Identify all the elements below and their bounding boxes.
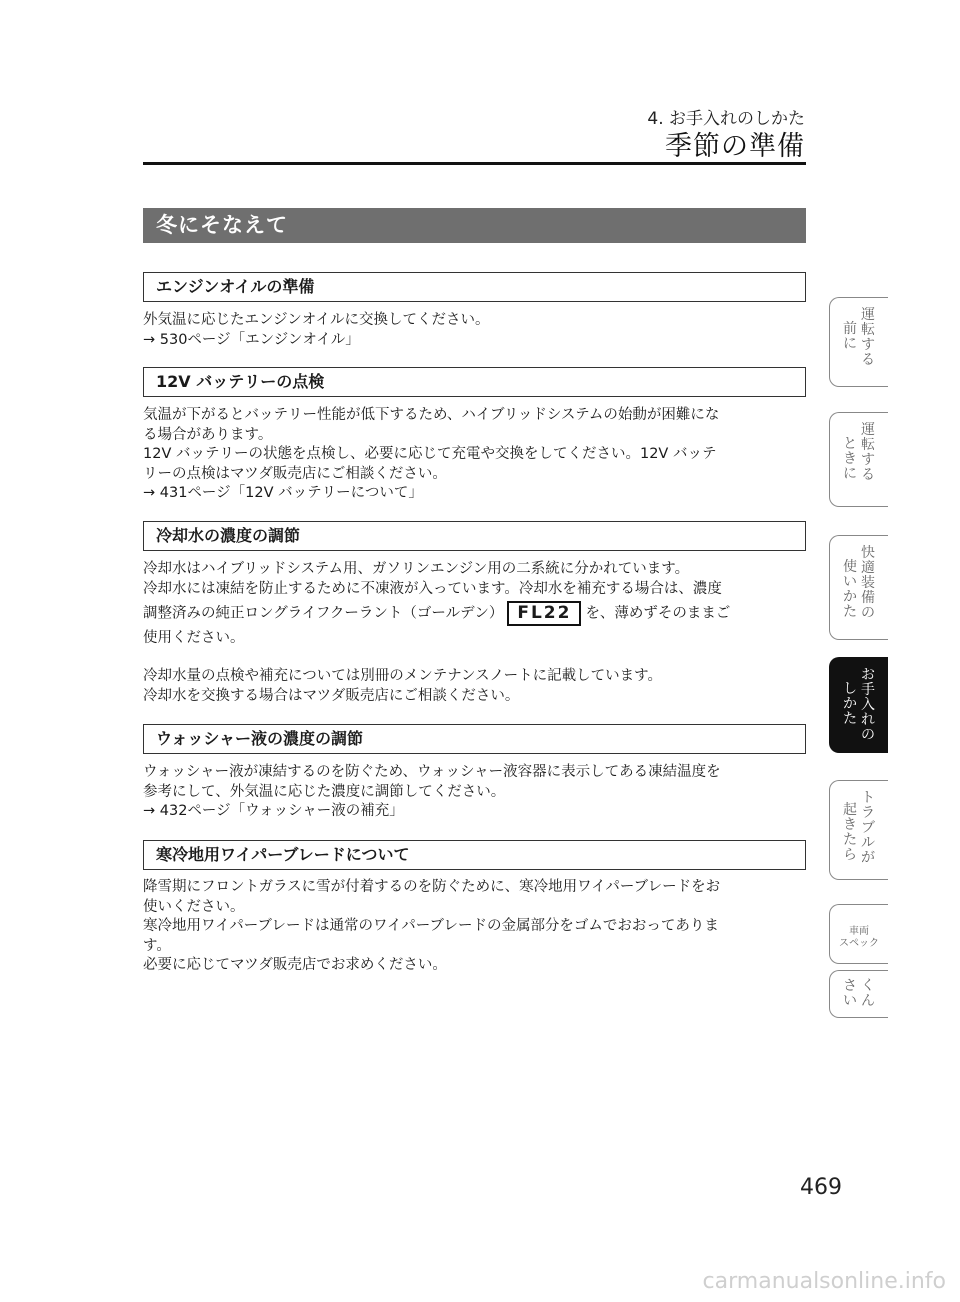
tab-char: る bbox=[861, 467, 875, 483]
text-line: 参考にして、外気温に応じた濃度に調節してください。 bbox=[143, 783, 506, 800]
tab-char: す bbox=[861, 452, 875, 468]
coolant-code-badge: FL22 bbox=[507, 601, 581, 626]
text-line: 冷却水を交換する場合はマツダ販売店にご相談ください。 bbox=[143, 687, 520, 704]
tab-char: お bbox=[861, 667, 875, 683]
tab-char: 備 bbox=[861, 590, 875, 606]
page-reference: → 431ページ「12V バッテリーについて」 bbox=[143, 485, 423, 501]
chapter-label: 4. お手入れのしかた bbox=[647, 109, 805, 129]
sidebar-tab-while-driving[interactable] bbox=[829, 412, 888, 507]
text-line: 使用ください。 bbox=[143, 629, 245, 646]
tab-char: の bbox=[861, 727, 875, 743]
tab-char: 運 bbox=[861, 307, 875, 323]
washer-text bbox=[143, 763, 807, 822]
subsection-heading-wiper: 寒冷地用ワイパーブレードについて bbox=[143, 840, 806, 870]
tab-char: た bbox=[843, 832, 857, 848]
tab-char: か bbox=[843, 696, 857, 712]
tab-col bbox=[860, 791, 876, 879]
tab-char: ん bbox=[861, 993, 875, 1009]
tab-label: スペック bbox=[839, 938, 879, 949]
text-line: ウォッシャー液が凍結するのを防ぐため、ウォッシャー液容器に表示してある凍結温度を bbox=[143, 764, 721, 780]
tab-char: 手 bbox=[861, 682, 875, 698]
tab-char: 前 bbox=[843, 321, 857, 337]
sidebar-tab-before-driving[interactable] bbox=[829, 297, 888, 387]
text-segment: 調整済みの純正ロングライフクーラント（ゴールデン） bbox=[143, 605, 504, 622]
tab-char: に bbox=[843, 466, 857, 482]
tab-char: き bbox=[843, 817, 857, 833]
text-line: る場合があります。 bbox=[143, 426, 273, 443]
text-line: 寒冷地用ワイパーブレードは通常のワイパーブレードの金属部分をゴムでおおってありま bbox=[143, 918, 719, 934]
tab-char: る bbox=[861, 352, 875, 368]
text-line: 降雪期にフロントガラスに雪が付着するのを防ぐために、寒冷地用ワイパーブレードをお bbox=[143, 879, 721, 895]
tab-col bbox=[842, 546, 858, 639]
tab-char: た bbox=[843, 604, 857, 620]
tab-char: き bbox=[843, 451, 857, 467]
tab-char: 適 bbox=[861, 560, 875, 576]
tab-char: ラ bbox=[861, 805, 875, 821]
tab-char: に bbox=[843, 336, 857, 352]
tab-col bbox=[842, 668, 858, 752]
coolant-text bbox=[143, 560, 807, 706]
tab-label: 車両 bbox=[849, 926, 869, 937]
tab-col bbox=[860, 308, 876, 386]
tab-col bbox=[842, 308, 858, 386]
page-reference: → 530ページ「エンジンオイル」 bbox=[143, 331, 360, 348]
text-line: 使いください。 bbox=[143, 898, 245, 915]
tab-char: れ bbox=[861, 712, 875, 728]
tab-col bbox=[842, 791, 858, 879]
header-rule bbox=[143, 162, 806, 165]
page-reference: → 432ページ「ウォッシャー液の補充」 bbox=[143, 803, 404, 819]
tab-char: し bbox=[843, 681, 857, 697]
watermark: carmanualsonline.info bbox=[702, 1269, 946, 1294]
text-line: 冷却水には凍結を防止するために不凍液が入っています。冷却水を補充する場合は、濃度 bbox=[143, 580, 722, 597]
tab-char: い bbox=[843, 993, 857, 1009]
sidebar-tab-troubleshooting[interactable] bbox=[829, 780, 888, 880]
sidebar-tab-maintenance[interactable] bbox=[829, 657, 888, 753]
text-line: す。 bbox=[143, 937, 171, 954]
tab-char: た bbox=[843, 711, 857, 727]
subsection-heading-coolant: 冷却水の濃度の調節 bbox=[143, 521, 806, 551]
text-line: 12V バッテリーの状態を点検し、必要に応じて充電や交換をしてください。12V バッテ bbox=[143, 446, 717, 462]
section-title-bar: 冬にそなえて bbox=[143, 208, 806, 243]
tab-char: ト bbox=[861, 790, 875, 806]
tab-char: さ bbox=[843, 978, 857, 994]
text-line: 外気温に応じたエンジンオイルに交換してください。 bbox=[143, 312, 490, 328]
text-line: リーの点検はマツダ販売店にご相談ください。 bbox=[143, 465, 447, 482]
tab-col bbox=[842, 423, 858, 506]
tab-col bbox=[860, 979, 876, 1017]
subsection-heading-engine-oil: エンジンオイルの準備 bbox=[143, 272, 806, 302]
text-line: 冷却水量の点検や補充については別冊のメンテナンスノートに記載しています。 bbox=[143, 668, 662, 684]
tab-char: 入 bbox=[861, 697, 875, 713]
text-line: 冷却水はハイブリッドシステム用、ガソリンエンジン用の二系統に分かれています。 bbox=[143, 561, 690, 577]
text-line: 必要に応じてマツダ販売店でお求めください。 bbox=[143, 957, 447, 973]
sidebar-tab-comfort-features[interactable] bbox=[829, 535, 888, 640]
tab-col bbox=[842, 979, 858, 1017]
tab-char: く bbox=[861, 978, 875, 994]
tab-col bbox=[860, 546, 876, 639]
tab-char: と bbox=[843, 436, 857, 452]
text-segment: を、薄めずそのままご bbox=[585, 605, 731, 622]
tab-char: か bbox=[843, 589, 857, 605]
tab-char: い bbox=[843, 574, 857, 590]
page-number: 469 bbox=[800, 1175, 842, 1200]
subsection-heading-battery: 12V バッテリーの点検 bbox=[143, 367, 806, 397]
subsection-heading-washer: ウォッシャー液の濃度の調節 bbox=[143, 724, 806, 754]
tab-char: ル bbox=[861, 835, 875, 851]
tab-char: が bbox=[861, 850, 875, 866]
page-title: 季節の準備 bbox=[665, 131, 805, 162]
tab-col bbox=[860, 668, 876, 752]
tab-char: 転 bbox=[861, 437, 875, 453]
tab-col bbox=[860, 423, 876, 506]
tab-char: 転 bbox=[861, 322, 875, 338]
sidebar-tab-index[interactable] bbox=[829, 970, 888, 1018]
text-line-with-badge bbox=[143, 601, 807, 627]
tab-char: す bbox=[861, 337, 875, 353]
engine-oil-text bbox=[143, 311, 807, 350]
tab-char: ら bbox=[843, 847, 857, 863]
text-line: 気温が下がるとバッテリー性能が低下するため、ハイブリッドシステムの始動が困難にな bbox=[143, 407, 720, 423]
tab-char: の bbox=[861, 605, 875, 621]
battery-text bbox=[143, 406, 807, 504]
tab-char: ブ bbox=[861, 820, 875, 836]
tab-char: 起 bbox=[843, 802, 857, 818]
tab-char: 快 bbox=[861, 545, 875, 561]
tab-char: 装 bbox=[861, 575, 875, 591]
tab-char: 運 bbox=[861, 422, 875, 438]
tab-char: 使 bbox=[843, 559, 857, 575]
sidebar-tab-specifications[interactable] bbox=[829, 904, 888, 964]
wiper-text bbox=[143, 878, 807, 976]
